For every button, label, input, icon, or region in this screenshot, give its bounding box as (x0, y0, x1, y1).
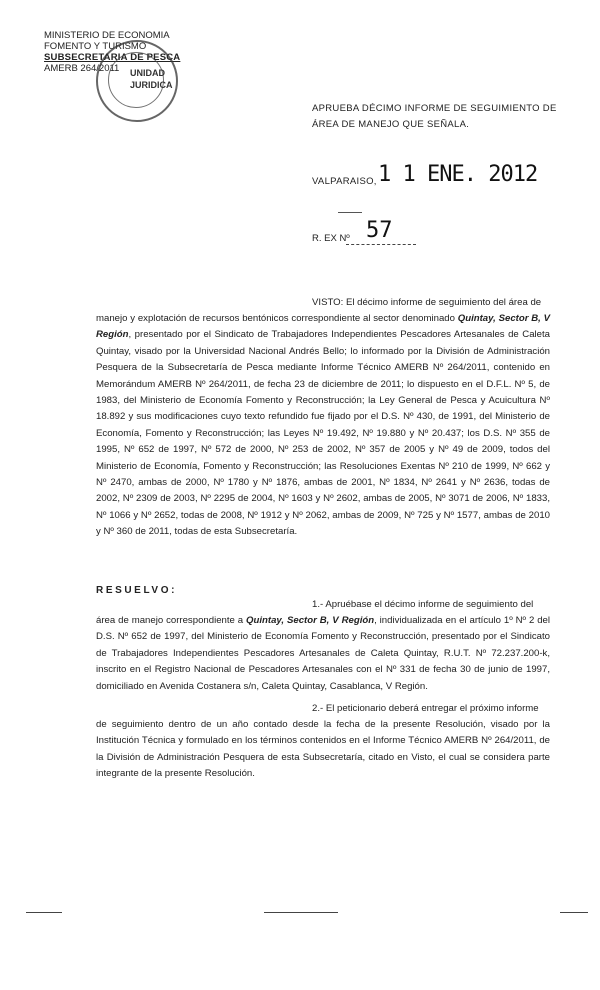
item1-text-b: , individualizada en el artículo 1º Nº 2 del D.S. Nº 652 de 1997, del Ministerio de Economía Fomento y Reconstrucción, presentado por el Sindicato de Trabajadores Independientes Pescadores Artesanales de Caleta Quintay, R.U.T. Nº 72.237.200-k, inscrito en el Registro Nacional de Pescadores Artesanales con el Nº 331 de fecha 30 de junio de 1997, domiciliado en Avenida Costanera s/n, Caleta Quintay, Casablanca, V Región. (96, 615, 551, 692)
visto-area-name: Quintay, Sector B, V Región (96, 313, 551, 341)
ministry-subtitle: FOMENTO Y TURISMO (44, 41, 147, 52)
visto-text-b: , presentado por el Sindicato de Trabajadores Independientes Pescadores Artesanales de Caleta Quintay, visado por la Universidad Nacional Andrés Bello; lo informado por la División de Administración Pesquera de la Subsecretaría de Pesca mediante Informe Técnico AMERB Nº 264/2011, contenido en Memorándum AMERB Nº 264/2011, de fecha 23 de diciembre de 2011; lo dispuesto en el D.F.L. Nº 5, de 1983, del Ministerio de Economía Fomento y Reconstrucción; la Ley General de Pesca y Acuicultura Nº 18.892 y sus modificaciones cuyo texto refundido fue fijado por el D.S. Nº 430, de 1991, del Ministerio de Economía, Fomento y Reconstrucción; las Leyes Nº 19.492, Nº 19.880 y Nº 20.437; los D.S. Nº 355 de 1995, Nº 652 de 1997, Nº 572 de 2000, Nº 253 de 2002, Nº 357 de 2005 y Nº 49 de 2009, todos del Ministerio de Economía, Fomento y Reconstrucción; las Resoluciones Exentas Nº 210 de 1999, Nº 662 y Nº 2470, ambas de 2000, Nº 1780 y Nº 1876, ambas de 2001, Nº 1834, Nº 2641 y Nº 2636, todas de 2002, Nº 2309 de 2003, Nº 2295 de 2004, Nº 1603 y Nº 2602, ambas de 2005, Nº 3071 de 2006, Nº 1833, Nº 1066 y Nº 2652, todas de 2008, Nº 1912 y Nº 2062, ambas de 2009, Nº 725 y Nº 1577, ambas de 2010 y Nº 360 de 2011, todas de esta Subsecretaría. (96, 329, 550, 538)
footer-rule-left (26, 912, 62, 913)
rex-label: R. EX Nº (312, 233, 350, 244)
footer-rule-right (560, 912, 588, 913)
subsecretaria-name: SUBSECRETARIA DE PESCA (44, 52, 181, 63)
visto-paragraph (96, 311, 550, 541)
item1-text-a: área de manejo correspondiente a (96, 615, 247, 626)
footer-rule-center (264, 912, 338, 913)
visto-first-line: VISTO: El décimo informe de seguimiento del área de (312, 297, 542, 308)
rex-mark (338, 212, 362, 213)
reference-code: AMERB 264/2011 (44, 63, 120, 74)
ministry-name: MINISTERIO DE ECONOMIA (44, 30, 170, 41)
resuelvo-heading: RESUELVO: (96, 585, 177, 596)
date-stamp: 1 1 ENE. 2012 (378, 162, 538, 187)
resolution-item-1-first-line: 1.- Apruébase el décimo informe de seguimiento del (312, 599, 534, 610)
resolution-number: 57 (366, 218, 393, 243)
resolution-item-2-first-line: 2.- El peticionario deberá entregar el próximo informe (312, 703, 539, 714)
stamp-label-line2: JURIDICA (130, 80, 173, 90)
document-title: APRUEBA DÉCIMO INFORME DE SEGUIMIENTO DE ÁREA DE MANEJO QUE SEÑALA. (312, 103, 557, 130)
stamp-label (130, 67, 173, 91)
resolution-item-1 (96, 613, 550, 695)
rex-underline (346, 244, 416, 245)
visto-text-a: manejo y explotación de recursos bentónicos correspondiente al sector denominado (96, 313, 458, 324)
item1-area-name: Quintay, Sector B, V Región (246, 615, 375, 626)
place-label: VALPARAISO, (312, 176, 377, 187)
stamp-label-line1: UNIDAD (130, 68, 165, 78)
resolution-item-2: de seguimiento dentro de un año contado desde la fecha de la presente Resolución, visado por la Institución Técnica y formulado en los términos contenidos en el Informe Técnico AMERB Nº 264/2011, de la División de Administración Pesquera de esta Subsecretaría, citado en Visto, el cual se considera parte integrante de la presente Resolución. (96, 719, 550, 780)
